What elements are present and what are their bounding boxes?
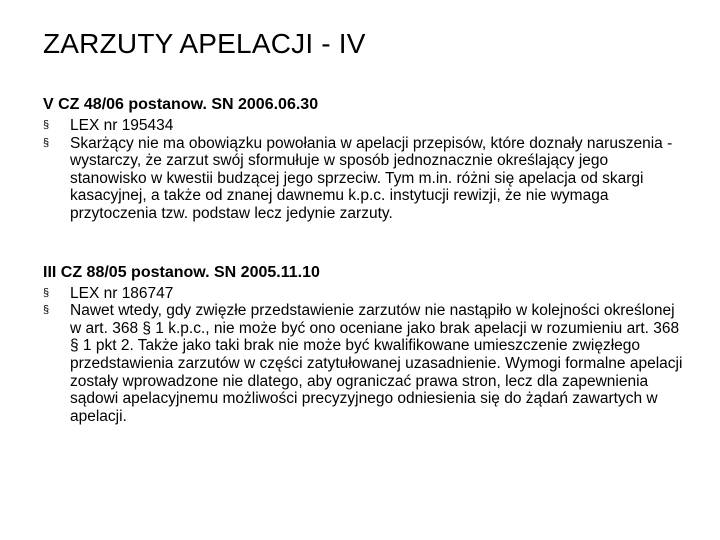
ruling-section-1 [43,95,683,223]
bullet-list [43,285,683,426]
lex-reference: LEX nr 195434 [70,117,174,134]
slide-content [43,95,683,425]
section-sign-bullet-icon: § [43,286,50,299]
slide-title: ZARZUTY APELACJI - IV [43,28,366,59]
section-sign-bullet-icon: § [43,136,50,149]
bullet-list [43,117,683,223]
list-item [43,285,683,303]
section-sign-bullet-icon: § [43,304,50,317]
ruling-summary: Skarżący nie ma obowiązku powołania w apelacji przepisów, które doznały naruszenia - wystarczy, że zarzut swój sformułuje w sposób jednoznacznie określający jego stanowisko w kwestii budzącej jego sprzeciw. Tym m.in. różni się apelacja od skargi kasacyjnej, a także od znanej dawnemu k.p.c. instytucji rewizji, że nie wymaga przytoczenia tzw. podstaw lecz jedynie zarzuty. [70,134,673,222]
section-sign-bullet-icon: § [43,119,50,131]
lex-reference: LEX nr 186747 [70,284,174,302]
list-item [43,135,683,223]
ruling-section-2 [43,263,683,426]
ruling-heading: V CZ 48/06 postanow. SN 2006.06.30 [43,96,319,113]
ruling-heading: III CZ 88/05 postanow. SN 2005.11.10 [43,263,320,281]
list-item [43,302,683,425]
list-item [43,117,683,135]
ruling-summary: Nawet wtedy, gdy zwięzłe przedstawienie zarzutów nie nastąpiło w kolejności określonej w art. 368 § 1 k.p.c., nie może być ono oceniane jako brak apelacji w rozumieniu art. 368 § 1 pkt 2. Także jako taki brak nie może być kwalifikowane umieszczenie zwięzłego przedstawienia zarzutów w części zatytułowanej uzasadnienie. Wymogi formalne apelacji zostały wprowadzone nie dlatego, aby ograniczać prawa stron, lecz dla zapewnienia sądowi apelacyjnemu możliwości precyzyjnego odniesienia się do żądań zawartych w apelacji. [70,302,683,425]
